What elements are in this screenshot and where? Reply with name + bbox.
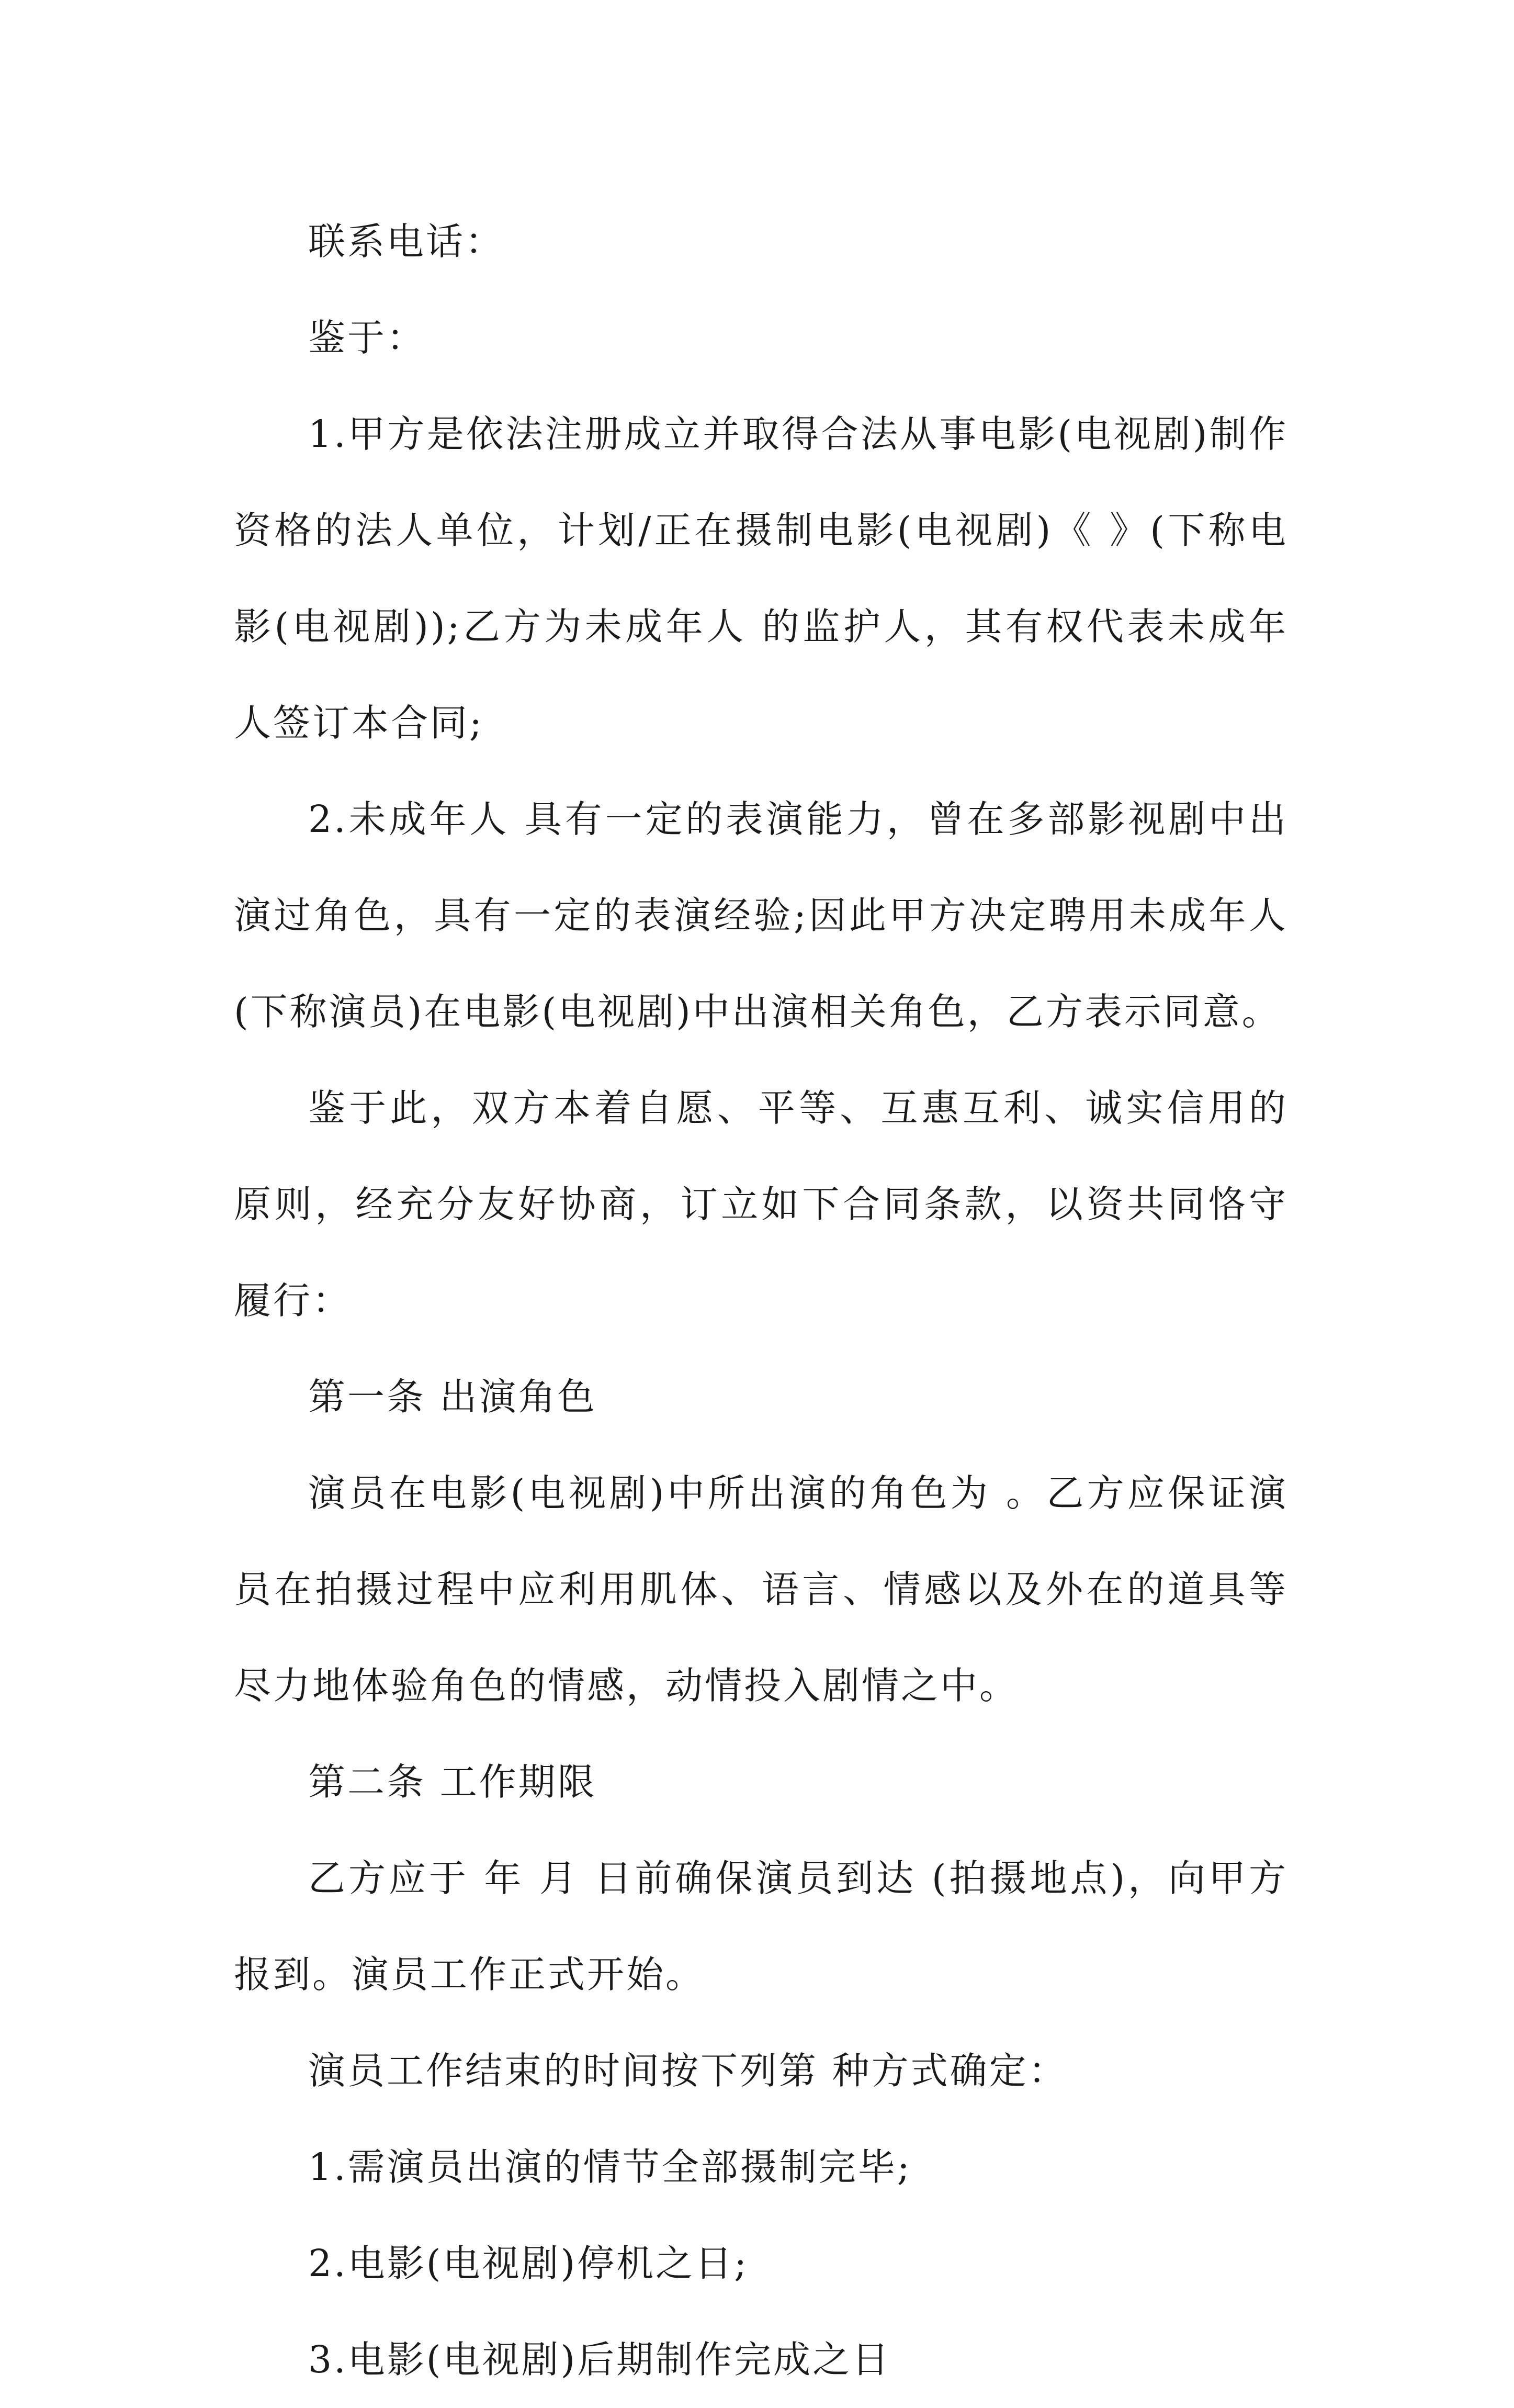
end-time-option-1: 1.需演员出演的情节全部摄制完毕; [308,2145,912,2189]
article-2-heading: 第二条 工作期限 [308,1760,597,1804]
whereas-clause-1: 1.甲方是依法注册成立并取得合法从事电影(电视剧)制作资格的法人单位，计划/正在摄制电影(电视剧)《 》(下称电影(电视剧));乙方为未成年人 的监护人，其有权代表未成年人签订本合同; [234,412,1288,745]
contact-phone-line: 联系电话： [308,220,505,263]
end-time-option-3: 3.电影(电视剧)后期制作完成之日 [308,2338,891,2381]
whereas-clause-2: 2.未成年人 具有一定的表演能力，曾在多部影视剧中出演过角色，具有一定的表演经验;因此甲方决定聘用未成年人 (下称演员)在电影(电视剧)中出演相关角色，乙方表示同意。 [234,797,1288,1033]
document-body [234,194,1288,2408]
article-1-body: 演员在电影(电视剧)中所出演的角色为 。乙方应保证演员在拍摄过程中应利用肌体、语言、情感以及外在的道具等尽力地体验角色的情感，动情投入剧情之中。 [234,1471,1288,1707]
article-2-body: 乙方应于 年 月 日前确保演员到达 (拍摄地点)，向甲方报到。演员工作正式开始。 [234,1856,1288,1996]
whereas-heading: 鉴于： [308,316,426,359]
end-time-intro: 演员工作结束的时间按下列第 种方式确定： [308,2049,1068,2092]
article-1-heading: 第一条 出演角色 [308,1375,597,1419]
end-time-option-2: 2.电影(电视剧)停机之日; [308,2242,749,2285]
agreement-preamble: 鉴于此，双方本着自愿、平等、互惠互利、诚实信用的原则，经充分友好协商，订立如下合同条款，以资共同恪守履行： [234,1086,1288,1322]
